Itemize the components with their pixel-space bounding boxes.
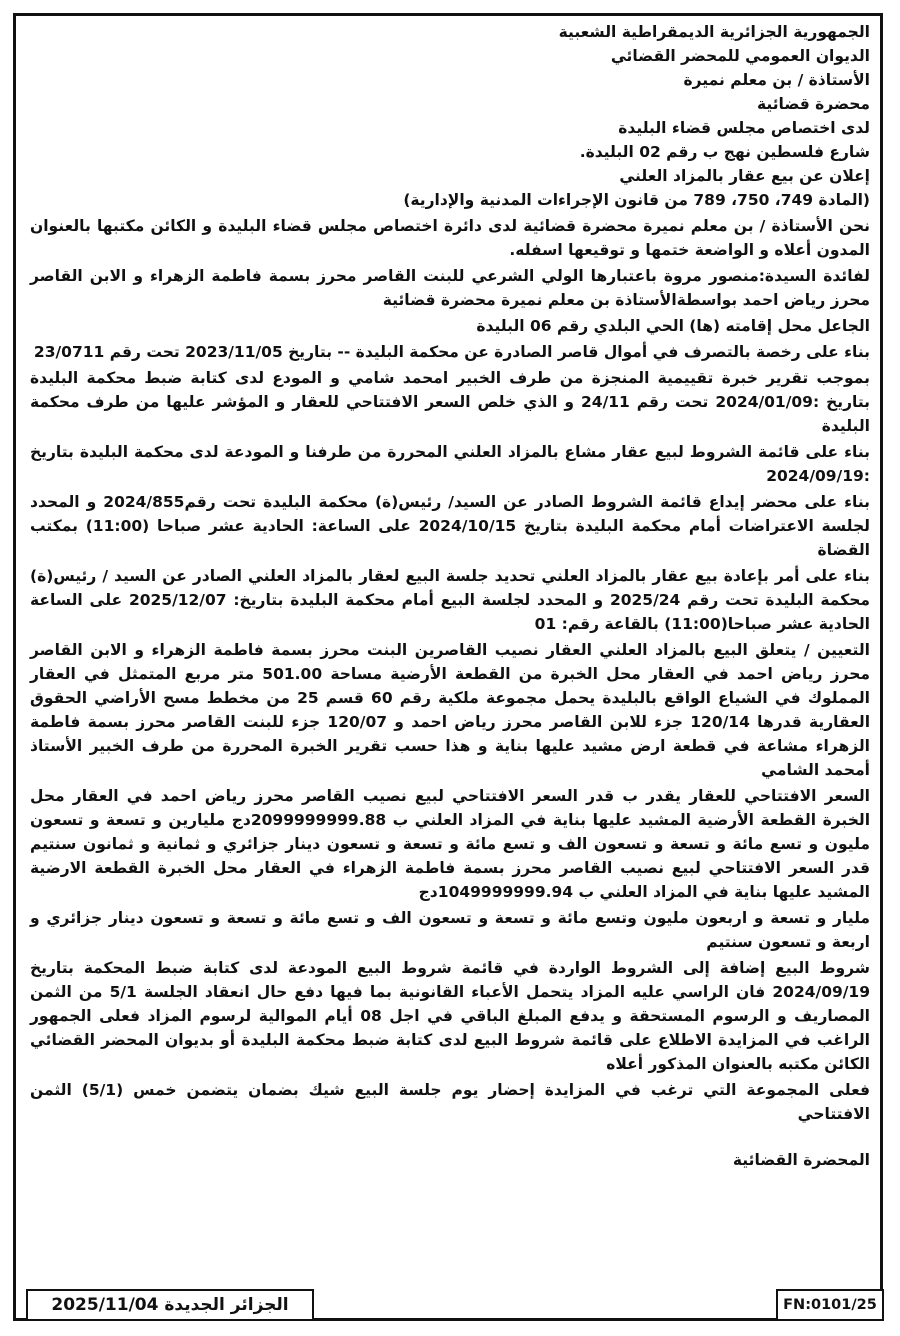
paragraph-bidders-guarantee: فعلى المجموعة التي ترغب في المزايدة إحضار يوم جلسة البيع شيك بضمان يتضمن خمس (5/1) الثمن الافتتاحي [30,1081,870,1123]
paragraph-price-words: مليار و تسعة و اربعون مليون وتسع مائة و تسعة و تسعون الف و تسع مائة و تسعة و تسعون دينار جزائري و اربعة و تسعون سنتيم [30,909,870,951]
paragraph-expert-report: بموجب تقرير خبرة تقييمية المنجزة من طرف الخبير امحمد شامي و المودع لدى كتابة ضبط محكمة البليدة بتاريخ :2024/01/09 تحت رقم 24/11 و الذي خلص السعر الافتتاحي للعقار و المؤشر عليها من طرف محكمة البليدة [30,369,870,435]
jurisdiction: لدى اختصاص مجلس قضاء البليدة [618,119,870,137]
paragraph-authorization: بناء على رخصة بالتصرف في أموال قاصر الصادرة عن محكمة البليدة -- بتاريخ 2023/11/05 تحت رقم 23/0711 [33,343,870,361]
bailiff-title: محضرة قضائية [756,95,870,113]
republic-title: الجمهورية الجزائرية الديمقراطية الشعبية [558,23,870,41]
paragraph-residence: الجاعل محل إقامته (ها) الحي البلدي رقم 06 البليدة [476,317,870,335]
paragraph-conditions-list: بناء على قائمة الشروط لبيع عقار مشاع بالمزاد العلني المحررة من طرفنا و المودعة لدى محكمة البليدة بتاريخ :2024/09/19 [30,443,870,485]
notice-title: إعلان عن بيع عقار بالمزاد العلني [619,167,870,185]
announcement-body [30,20,870,1172]
paragraph-bailiff-intro: نحن الأستاذة / بن معلم نميرة محضرة قضائية لدى دائرة اختصاص مجلس قضاء البليدة و الكائن مكتبها بالعنوان المدون أعلاه و الواضعة ختمها و توقيعها اسفله. [30,217,870,259]
paragraph-property-designation: التعيين / يتعلق البيع بالمزاد العلني العقار نصيب القاصرين البنت محرز بسمة فاطمة الزهراء و الابن القاصر محرز رياض احمد في العقار محل الخبرة من القطعة الأرضية مساحة 501.00 متر مربع المتمثل في العقار المملوك في الشياع الواقع بالبليدة يحمل مجموعة ملكية رقم 60 قسم 25 من مخطط مسح الأراضي الحقوق العقارية قدرها 120/14 جزء للابن القاصر محرز رياض احمد و 120/07 جزء للبنت القاصر محرز بسمة فاطمة الزهراء مشاعة في قطعة ارض مشيد عليها بناية و هذا حسب تقرير الخبرة المحررة من طرف الخبير الأستاذ أمحمد الشامي [30,641,871,779]
signature: المحضرة القضائية [732,1151,870,1169]
newspaper-date-box [26,1289,314,1321]
bailiff-name: الأستاذة / بن معلم نميرة [683,71,870,89]
paragraph-deposit-report: بناء على محضر إيداع قائمة الشروط الصادر عن السيد/ رئيس(ة) محكمة البليدة تحت رقم2024/855 و المحدد لجلسة الاعتراضات أمام محكمة البليدة بتاريخ 2024/10/15 على الساعة: الحادية عشر صباحا (11:00) بمكتب القضاة [30,493,871,559]
file-number-box [776,1289,884,1321]
paragraph-sale-conditions: شروط البيع إضافة إلى الشروط الواردة في قائمة شروط البيع المودعة لدى كتابة ضبط المحكمة بتاريخ 2024/09/19 فان الراسي عليه المزاد يتحمل الأعباء القانونية بما فيها دفع حال انعقاد الجلسة 5/1 من الثمن المصاريف و الرسوم المستحقة و يدفع المبلغ الباقي في اجل 08 أيام الموالية لرسوم المزاد فعلى الجمهور الراغب في المزايدة الاطلاع على قائمة شروط البيع لدى كتابة ضبط محكمة البليدة أو بديوان المحضر القضائي الكائن مكتبه بالعنوان المذكور أعلاه [30,959,870,1073]
paragraph-beneficiary: لفائدة السيدة:منصور مروة باعتبارها الولي الشرعي للبنت القاصر محرز بسمة فاطمة الزهراء و الابن القاصر محرز رياض احمد بواسطةالأستاذة بن معلم نميرة محضرة قضائية [30,267,870,309]
legal-articles: (المادة 749، 750، 789 من قانون الإجراءات المدنية والإدارية) [403,191,870,209]
paragraph-resale-order: بناء على أمر بإعادة بيع عقار بالمزاد العلني تحديد جلسة البيع لعقار بالمزاد العلني الصادر عن السيد / رئيس(ة) محكمة البليدة تحت رقم 2025/24 و المحدد لجلسة البيع أمام محكمة البليدة بتاريخ: 2025/12/07 على الساعة الحادية عشر صباحا(11:00) بالقاعة رقم: 01 [30,567,870,633]
paragraph-opening-price: السعر الافتتاحي للعقار يقدر ب قدر السعر الافتتاحي لبيع نصيب القاصر محرز رياض احمد في العقار محل الخبرة القطعة الأرضية المشيد عليها بناية في المزاد العلني ب 2099999999.88دج مليارين و تسعة و تسعون مليون و تسع مائة و تسعة و تسعون الف و تسع مائة و تسعة و تسعون دينار جزائري و ثمانية و ثمانون سنتيم قدر السعر الافتتاحي لبيع نصيب القاصر محرز بسمة فاطمة الزهراء في العقار محل الخبرة القطعة الارضية المشيد عليها بناية في المزاد العلني ب 1049999999.94دج [30,787,871,901]
header-block [30,20,870,212]
office-name: الديوان العمومي للمحضر القضائي [610,47,870,65]
newspaper-date: الجزائر الجديدة 2025/11/04 [51,1295,289,1315]
office-address: شارع فلسطين نهج ب رقم 02 البليدة. [579,143,870,161]
file-number: FN:0101/25 [783,1297,877,1313]
